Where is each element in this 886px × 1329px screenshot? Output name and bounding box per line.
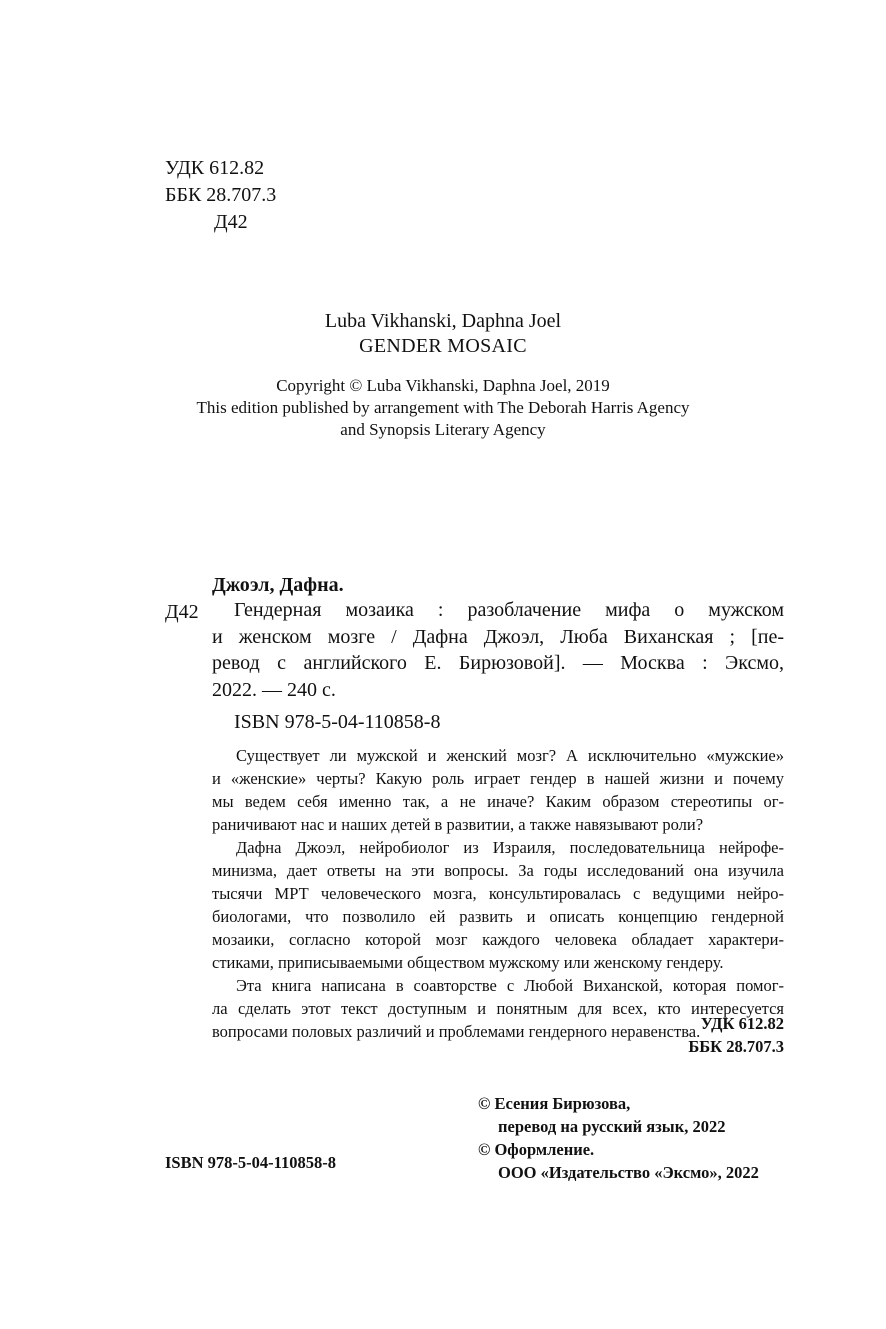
copyright-line: This edition published by arrangement with The Deborah Harris Agency (196, 398, 690, 417)
bib-heading: Джоэл, Дафна. (212, 574, 344, 596)
udk-code: УДК 612.82 (165, 157, 265, 179)
bib-line: 2022. — 240 с. (212, 678, 336, 701)
original-copyright (0, 375, 886, 441)
annotation-codes (688, 1012, 784, 1058)
annotation-line: и «женские» черты? Какую роль играет гендер в нашей жизни и почему (212, 769, 784, 788)
design-rights-detail: ООО «Издательство «Эксмо», 2022 (498, 1163, 759, 1182)
bib-line: ревод с английского Е. Бирюзовой]. — Москва : Эксмо, (212, 652, 784, 674)
annotation-line: Эта книга написана в соавторстве с Любой Виханской, которая помог- (236, 976, 784, 995)
annotation-line: минизма, дает ответы на эти вопросы. За годы исследований она изучила (212, 861, 784, 880)
copyright-line: Copyright © Luba Vikhanski, Daphna Joel, 2019 (276, 376, 610, 395)
translator-rights: © Есения Бирюзова, (478, 1094, 631, 1113)
annotation-line: вопросами половых различий и проблемами гендерного неравенства. (212, 1022, 701, 1041)
bib-line: Гендерная мозаика : разоблачение мифа о мужском (234, 599, 784, 621)
annotation-udk: УДК 612.82 (700, 1014, 784, 1033)
copyright-line: and Synopsis Literary Agency (340, 420, 546, 439)
annotation-line: тысячи МРТ человеческого мозга, консультировалась с ведущими нейро- (212, 884, 784, 903)
isbn-bottom: ISBN 978-5-04-110858-8 (165, 1153, 336, 1172)
author-mark: Д42 (214, 211, 248, 233)
bib-description (212, 597, 784, 703)
original-authors: Luba Vikhanski, Daphna Joel (324, 310, 562, 332)
translator-rights-detail: перевод на русский язык, 2022 (498, 1117, 726, 1136)
annotation-bbk: ББК 28.707.3 (688, 1037, 784, 1056)
annotation (212, 744, 784, 1043)
rights-block (478, 1092, 759, 1184)
annotation-line: мозаики, согласно которой мозг каждого человека обладает характери- (212, 930, 784, 949)
design-rights: © Оформление. (478, 1140, 595, 1159)
original-title: GENDER MOSAIC (359, 335, 527, 357)
annotation-line: раничивают нас и наших детей в развитии, а также навязывают роли? (212, 815, 704, 834)
bib-code: Д42 (165, 601, 199, 623)
bib-line: и женском мозге / Дафна Джоэл, Люба Виханская ; [пе- (212, 625, 784, 648)
bib-isbn: ISBN 978-5-04-110858-8 (234, 711, 441, 733)
annotation-line: ла сделать этот текст доступным и понятным для всех, кто интересуется (212, 999, 784, 1018)
bbk-code: ББК 28.707.3 (165, 184, 277, 206)
annotation-line: мы ведем себя именно так, а не иначе? Каким образом стереотипы ог- (212, 792, 784, 811)
annotation-line: Существует ли мужской и женский мозг? А исключительно «мужские» (236, 746, 784, 765)
annotation-line: биологами, что позволило ей развить и описать концепцию гендерной (212, 907, 784, 926)
annotation-line: Дафна Джоэл, нейробиолог из Израиля, последовательница нейрофе- (236, 838, 784, 857)
annotation-line: стиками, приписываемыми обществом мужскому или женскому гендеру. (212, 953, 724, 972)
